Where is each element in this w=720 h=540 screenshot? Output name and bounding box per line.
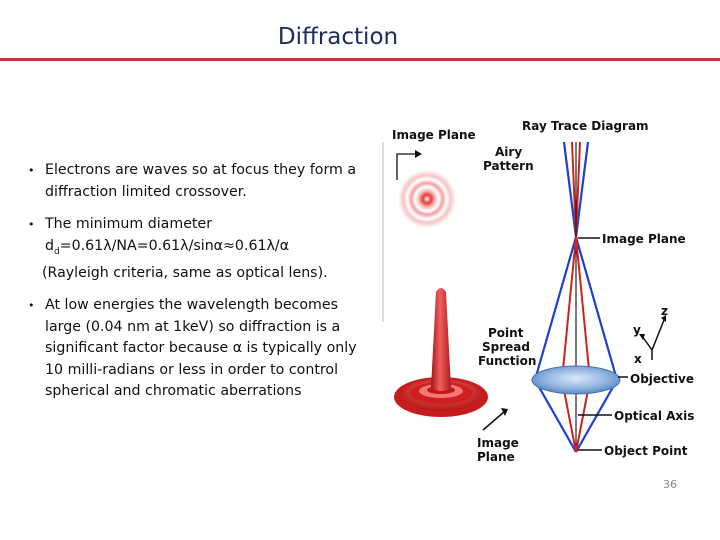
image-plane-arrow-icon	[483, 412, 504, 430]
bullet-text	[42, 214, 358, 284]
label-image-bottom: Image	[477, 436, 519, 450]
rayleigh-formula: $d_d=0.61\lambda/NA=0.61\lambda/\sin\alpha\approx 0.61\lambda/\alpha$	[45, 237, 290, 257]
label-image-plane-top: Image Plane	[392, 128, 476, 142]
bullet-line: The minimum diameter	[45, 216, 213, 232]
ray-trace-figure	[380, 112, 700, 472]
bullet-dot-icon: •	[28, 164, 35, 177]
slide-title: Diffraction	[277, 24, 399, 50]
bullet-list	[28, 160, 358, 414]
label-object-point: Object Point	[604, 444, 688, 458]
label-optical-axis: Optical Axis	[614, 409, 695, 423]
bullet-line: (Rayleigh criteria, same as optical lens).	[42, 264, 328, 281]
bullet-text: At low energies the wavelength becomes large (0.04 nm at 1keV) so diffraction is a significant factor because α is typically only 10 milli-radians or less in order to control spherical and chromatic aberrations	[45, 297, 357, 400]
bullet-item	[28, 214, 358, 284]
label-airy: Airy	[495, 145, 523, 159]
bullet-text: Electrons are waves so at focus they form a diffraction limited crossover.	[45, 162, 357, 200]
axis-label-x: x	[634, 352, 642, 366]
page-number: 36	[663, 478, 677, 491]
title-divider	[0, 58, 720, 61]
label-image-plane-right: Image Plane	[602, 232, 686, 246]
point-spread-function	[394, 288, 488, 417]
objective-lens	[532, 366, 620, 394]
label-spread: Spread	[482, 340, 530, 354]
arrow-head-icon	[415, 150, 422, 158]
label-objective: Objective	[630, 372, 694, 386]
bullet-dot-icon: •	[28, 299, 35, 313]
axis-label-z: z	[661, 304, 668, 318]
label-point: Point	[488, 326, 524, 340]
bullet-item	[28, 160, 358, 203]
label-ray-trace: Ray Trace Diagram	[522, 119, 649, 133]
bullet-dot-icon: •	[28, 218, 35, 231]
ray-trace-rays	[535, 142, 617, 452]
label-pattern: Pattern	[483, 159, 534, 173]
xyz-axes-icon	[639, 315, 666, 360]
arrow-head-icon	[501, 408, 508, 416]
label-function: Function	[478, 354, 537, 368]
axis-label-y: y	[633, 323, 641, 337]
label-plane-bottom: Plane	[477, 450, 515, 464]
airy-pattern	[393, 165, 461, 233]
bullet-item	[28, 295, 358, 403]
